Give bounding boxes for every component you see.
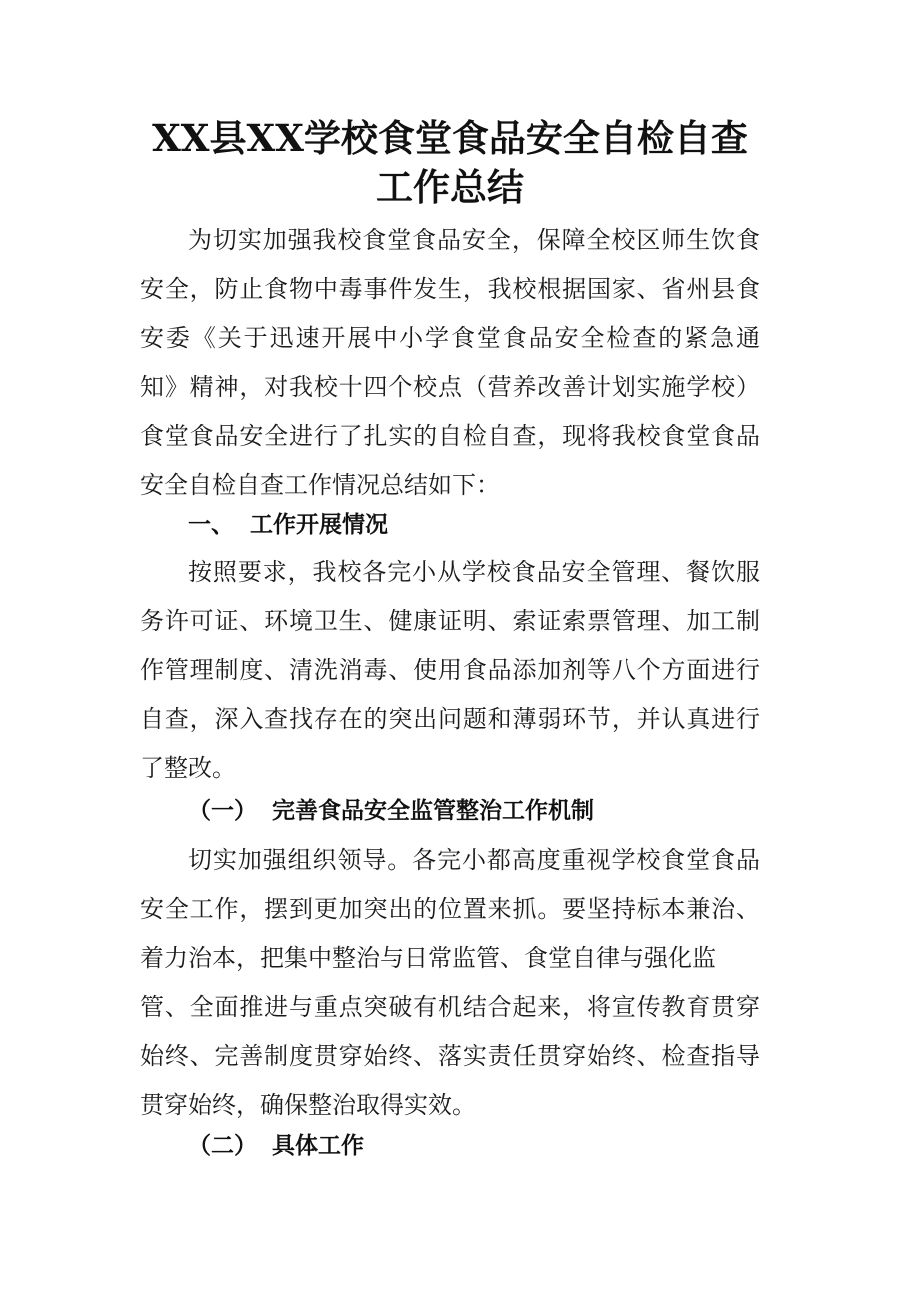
subsection-heading-2 bbox=[188, 1126, 364, 1166]
paragraph-line: 贯穿始终，确保整治取得实效。 bbox=[140, 1091, 476, 1119]
subsection-heading-1 bbox=[188, 791, 594, 831]
paragraph-line: 知》精神，对我校十四个校点（营养改善计划实施学校） bbox=[140, 373, 760, 401]
paragraph-line: 安委《关于迅速开展中小学食堂食品安全检查的紧急通 bbox=[140, 324, 760, 352]
document-title-line-2: 工作总结 bbox=[376, 165, 524, 209]
subsection-1-paragraph bbox=[140, 836, 760, 1130]
paragraph-line: 安全工作，摆到更加突出的位置来抓。要坚持标本兼治、 bbox=[140, 895, 760, 923]
subsection-number: （二） bbox=[188, 1133, 257, 1159]
document-title-line-1: XX县XX学校食堂食品安全自检自查 bbox=[152, 116, 748, 160]
paragraph-line: 按照要求，我校各完小从学校食品安全管理、餐饮服 bbox=[188, 558, 760, 586]
intro-paragraph bbox=[140, 216, 760, 510]
paragraph-line: 自查，深入查找存在的突出问题和薄弱环节，并认真进行 bbox=[140, 705, 760, 733]
paragraph-line: 了整改。 bbox=[140, 754, 236, 782]
paragraph-line: 为切实加强我校食堂食品安全，保障全校区师生饮食 bbox=[188, 226, 760, 254]
subsection-title: 具体工作 bbox=[272, 1133, 364, 1159]
paragraph-line: 食堂食品安全进行了扎实的自检自查，现将我校食堂食品 bbox=[140, 422, 760, 450]
subsection-title: 完善食品安全监管整治工作机制 bbox=[272, 798, 594, 824]
section-1-paragraph bbox=[140, 548, 760, 793]
paragraph-line: 始终、完善制度贯穿始终、落实责任贯穿始终、检查指导 bbox=[140, 1042, 760, 1070]
paragraph-line: 切实加强组织领导。各完小都高度重视学校食堂食品 bbox=[188, 846, 760, 874]
paragraph-line: 作管理制度、清洗消毒、使用食品添加剂等八个方面进行 bbox=[140, 656, 760, 684]
paragraph-line: 务许可证、环境卫生、健康证明、索证索票管理、加工制 bbox=[140, 607, 760, 635]
paragraph-line: 安全自检自查工作情况总结如下： bbox=[140, 471, 500, 499]
paragraph-line: 安全，防止食物中毒事件发生，我校根据国家、省州县食 bbox=[140, 275, 760, 303]
section-heading-1 bbox=[188, 505, 388, 545]
section-title: 工作开展情况 bbox=[250, 512, 388, 538]
paragraph-line: 着力治本，把集中整治与日常监管、食堂自律与强化监 bbox=[140, 944, 716, 972]
section-number: 一、 bbox=[188, 512, 234, 538]
subsection-number: （一） bbox=[188, 798, 257, 824]
paragraph-line: 管、全面推进与重点突破有机结合起来，将宣传教育贯穿 bbox=[140, 993, 760, 1021]
